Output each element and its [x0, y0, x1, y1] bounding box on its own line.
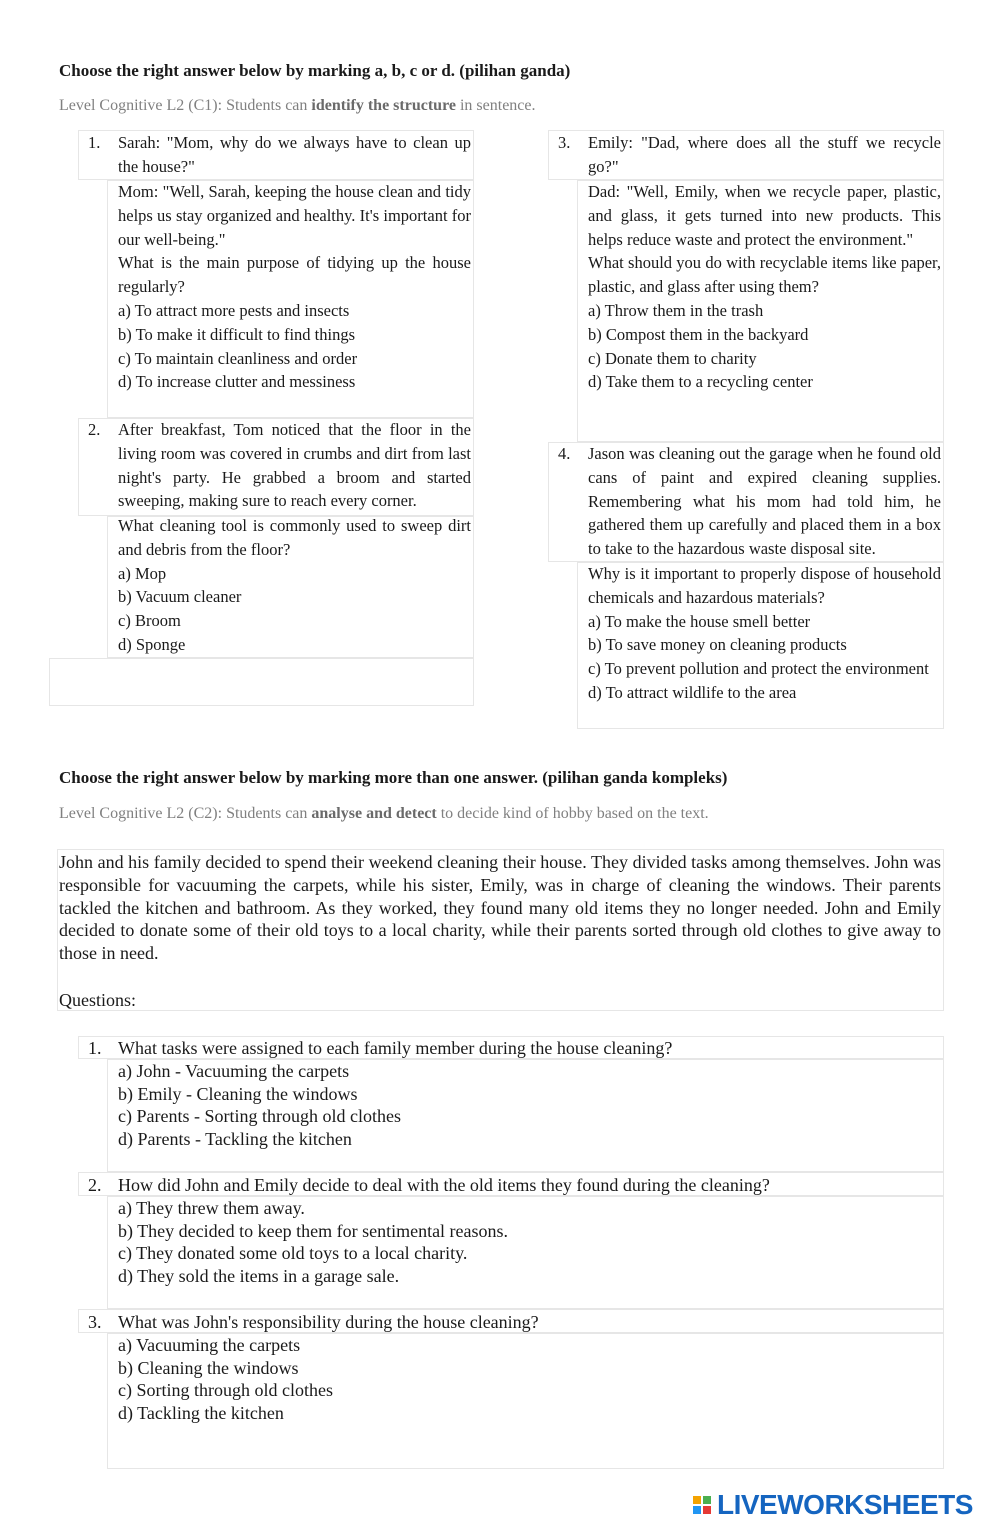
- q3-option-a[interactable]: a) Throw them in the trash: [588, 300, 764, 320]
- section1-heading: Choose the right answer below by marking a, b, c or d. (pilihan ganda): [59, 61, 571, 80]
- questions-label: Questions:: [59, 990, 137, 1010]
- q2-option-b[interactable]: b) Vacuum cleaner: [118, 587, 242, 607]
- q1-stem: Sarah: "Mom, why do we always have to clean up the house?": [118, 133, 471, 176]
- logo-text: LIVEWORKSHEETS: [717, 1489, 973, 1520]
- story-text: John and his family decided to spend their weekend cleaning their house. They divided tasks among themselves. John was responsible for vacuuming the carpets, while his sister, Emily, was in charge of cleaning the windows. Their parents tackled the kitchen and bathroom. As they worked, they found many old items they no longer needed. John and Emily decided to donate some of their old toys to a local charity, while their parents sorted through old clothes to give away to those in need.: [59, 852, 941, 964]
- q2-stem: After breakfast, Tom noticed that the floor in the living room was covered in crumbs and dirt from last night's party. He grabbed a broom and started sweeping, making sure to reach every corner.: [118, 420, 471, 511]
- level-suffix: in sentence.: [455, 97, 536, 114]
- level-prefix: Level Cognitive L2 (C1): Students can: [59, 97, 312, 114]
- q1-content: [118, 180, 471, 394]
- s2-q3-option-c[interactable]: c) Sorting through old clothes: [118, 1380, 333, 1401]
- s2-q3-option-a[interactable]: a) Vacuuming the carpets: [118, 1335, 301, 1355]
- q3-body: Dad: "Well, Emily, when we recycle paper, plastic, and glass, it gets turned into new products. This helps reduce waste and protect the environment.": [588, 182, 941, 249]
- q3-number: 3.: [558, 133, 571, 152]
- q1-option-c[interactable]: c) To maintain cleanliness and order: [118, 348, 358, 368]
- level-suffix: to decide kind of hobby based on the text.: [436, 805, 709, 822]
- q1-number: 1.: [88, 133, 101, 152]
- q4-stem: Jason was cleaning out the garage when he found old cans of paint and expired cleaning supplies. Remembering what his mom had told him, he gathered them up carefully and placed them in a box to take to the hazardous waste disposal site.: [588, 444, 941, 559]
- s2-q3-options: [118, 1334, 333, 1425]
- q3-question: What should you do with recyclable items like paper, plastic, and glass after using them?: [588, 253, 941, 297]
- q4-option-c[interactable]: c) To prevent pollution and protect the environment: [588, 659, 929, 679]
- s2-q2-options: [118, 1197, 508, 1288]
- s2-q1-number: 1.: [88, 1038, 102, 1058]
- q2-option-d[interactable]: d) Sponge: [118, 634, 186, 654]
- s2-q2-number: 2.: [88, 1175, 102, 1195]
- q4-option-d[interactable]: d) To attract wildlife to the area: [588, 682, 797, 702]
- s2-q3-option-d[interactable]: d) Tackling the kitchen: [118, 1403, 284, 1424]
- q3-option-c[interactable]: c) Donate them to charity: [588, 348, 757, 368]
- q4-option-b[interactable]: b) To save money on cleaning products: [588, 635, 847, 655]
- level-prefix: Level Cognitive L2 (C2): Students can: [59, 805, 312, 822]
- s2-q2-option-b[interactable]: b) They decided to keep them for sentimental reasons.: [118, 1220, 509, 1241]
- q4-content: [588, 562, 941, 705]
- q4-number: 4.: [558, 444, 571, 463]
- q3-option-b[interactable]: b) Compost them in the backyard: [588, 324, 809, 344]
- q4-question: Why is it important to properly dispose of household chemicals and hazardous materials?: [588, 564, 941, 607]
- s2-q1-option-a[interactable]: a) John - Vacuuming the carpets: [118, 1061, 350, 1081]
- logo-block: [693, 1506, 701, 1514]
- q2-question: What cleaning tool is commonly used to sweep dirt and debris from the floor?: [118, 516, 471, 559]
- q2-content: [118, 514, 471, 657]
- s2-q2-option-a[interactable]: a) They threw them away.: [118, 1198, 305, 1218]
- s2-q2-option-d[interactable]: d) They sold the items in a garage sale.: [118, 1266, 400, 1287]
- q1-option-b[interactable]: b) To make it difficult to find things: [118, 324, 356, 344]
- liveworksheets-logo: [693, 1489, 973, 1521]
- q3-stem: Emily: "Dad, where does all the stuff we recycle go?": [588, 133, 941, 176]
- section2-level: [59, 805, 709, 823]
- s2-q3-option-b[interactable]: b) Cleaning the windows: [118, 1357, 299, 1378]
- s2-q2-question: How did John and Emily decide to deal with the old items they found during the cleaning?: [118, 1175, 770, 1195]
- s2-q3-question: What was John's responsibility during the house cleaning?: [118, 1312, 539, 1332]
- q1-option-a[interactable]: a) To attract more pests and insects: [118, 300, 350, 320]
- section1-level: [59, 97, 536, 115]
- s2-q3-number: 3.: [88, 1312, 102, 1332]
- section2-heading: Choose the right answer below by marking more than one answer. (pilihan ganda kompleks): [59, 768, 728, 787]
- q3-content: [588, 180, 941, 394]
- q2-option-c[interactable]: c) Broom: [118, 611, 181, 631]
- q1-question: What is the main purpose of tidying up the house regularly?: [118, 253, 471, 297]
- s2-q1-question: What tasks were assigned to each family member during the house cleaning?: [118, 1038, 673, 1058]
- q1-body: Mom: "Well, Sarah, keeping the house clean and tidy helps us stay organized and healthy. It's important for our well-being.": [118, 182, 471, 249]
- s2-q1-option-b[interactable]: b) Emily - Cleaning the windows: [118, 1083, 358, 1104]
- level-bold: identify the structure: [311, 97, 456, 114]
- q1-option-d[interactable]: d) To increase clutter and messiness: [118, 372, 356, 392]
- s2-q1-option-d[interactable]: d) Parents - Tackling the kitchen: [118, 1129, 352, 1150]
- q2-answer-box[interactable]: [49, 658, 474, 706]
- logo-block: [703, 1506, 711, 1514]
- q3-option-d[interactable]: d) Take them to a recycling center: [588, 372, 813, 392]
- logo-blocks-icon: [693, 1496, 711, 1514]
- s2-q1-option-c[interactable]: c) Parents - Sorting through old clothes: [118, 1106, 401, 1127]
- s2-q1-options: [118, 1060, 401, 1151]
- q2-option-a[interactable]: a) Mop: [118, 563, 167, 583]
- level-bold: analyse and detect: [311, 805, 437, 822]
- s2-q2-option-c[interactable]: c) They donated some old toys to a local charity.: [118, 1243, 468, 1264]
- logo-block: [703, 1496, 711, 1504]
- logo-block: [693, 1496, 701, 1504]
- q2-number: 2.: [88, 420, 101, 439]
- q4-option-a[interactable]: a) To make the house smell better: [588, 611, 811, 631]
